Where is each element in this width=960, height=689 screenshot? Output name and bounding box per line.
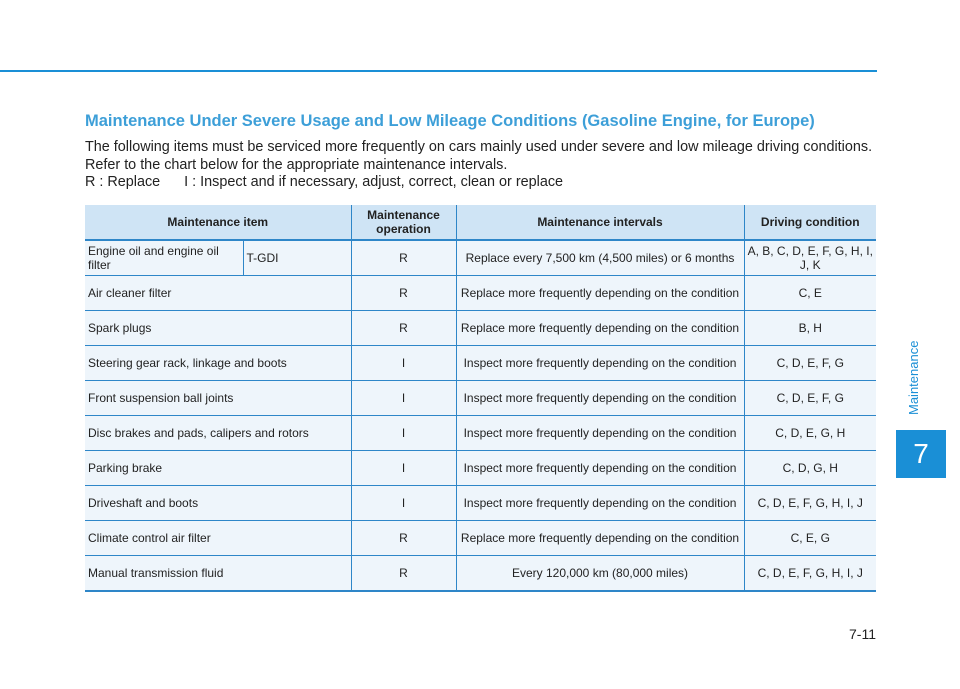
- table-row: [85, 521, 876, 556]
- header-maintenance-item: Maintenance item: [85, 205, 351, 240]
- cell-maintenance-operation: R: [351, 240, 456, 276]
- page-number: 7-11: [849, 626, 876, 642]
- cell-maintenance-operation: I: [351, 451, 456, 486]
- header-maintenance-operation: Maintenance operation: [351, 205, 456, 240]
- cell-maintenance-interval: Inspect more frequently depending on the condition: [456, 486, 744, 521]
- table-row: [85, 311, 876, 346]
- cell-maintenance-item: Driveshaft and boots: [85, 486, 351, 521]
- cell-driving-condition: C, D, E, G, H: [744, 416, 876, 451]
- cell-engine-variant: T-GDI: [243, 240, 351, 276]
- cell-maintenance-interval: Replace every 7,500 km (4,500 miles) or 6 months: [456, 240, 744, 276]
- cell-driving-condition: B, H: [744, 311, 876, 346]
- chapter-tab: 7: [896, 430, 946, 478]
- cell-driving-condition: C, D, E, F, G, H, I, J: [744, 556, 876, 592]
- cell-maintenance-item: Parking brake: [85, 451, 351, 486]
- cell-maintenance-item: Disc brakes and pads, calipers and rotors: [85, 416, 351, 451]
- intro-paragraph: The following items must be serviced more frequently on cars mainly used under severe and low mileage driving conditions. Refer to the chart below for the appropriate maintenance intervals.: [85, 139, 873, 173]
- cell-driving-condition: A, B, C, D, E, F, G, H, I, J, K: [744, 240, 876, 276]
- section-title: Maintenance Under Severe Usage and Low Mileage Conditions (Gasoline Engine, for Europe): [85, 112, 815, 130]
- side-tab-label: Maintenance: [906, 340, 921, 415]
- cell-maintenance-operation: R: [351, 556, 456, 592]
- header-driving-condition: Driving condition: [744, 205, 876, 240]
- legend-text: R : Replace I : Inspect and if necessary, adjust, correct, clean or replace: [85, 174, 564, 190]
- maintenance-table: [85, 205, 876, 592]
- cell-maintenance-operation: I: [351, 486, 456, 521]
- cell-maintenance-item: Climate control air filter: [85, 521, 351, 556]
- cell-maintenance-operation: I: [351, 346, 456, 381]
- cell-driving-condition: C, E, G: [744, 521, 876, 556]
- cell-driving-condition: C, D, E, F, G: [744, 381, 876, 416]
- cell-maintenance-interval: Inspect more frequently depending on the condition: [456, 346, 744, 381]
- table-header-row: [85, 205, 876, 240]
- cell-maintenance-operation: R: [351, 521, 456, 556]
- table-row: [85, 416, 876, 451]
- cell-maintenance-interval: Inspect more frequently depending on the condition: [456, 416, 744, 451]
- cell-maintenance-operation: I: [351, 381, 456, 416]
- cell-driving-condition: C, D, E, F, G, H, I, J: [744, 486, 876, 521]
- table-row: [85, 381, 876, 416]
- table-row: [85, 451, 876, 486]
- table-row: [85, 486, 876, 521]
- cell-maintenance-interval: Inspect more frequently depending on the condition: [456, 381, 744, 416]
- cell-maintenance-operation: R: [351, 276, 456, 311]
- cell-maintenance-item: Front suspension ball joints: [85, 381, 351, 416]
- cell-maintenance-item: Steering gear rack, linkage and boots: [85, 346, 351, 381]
- cell-driving-condition: C, E: [744, 276, 876, 311]
- cell-maintenance-item: Manual transmission fluid: [85, 556, 351, 592]
- cell-maintenance-interval: Replace more frequently depending on the condition: [456, 311, 744, 346]
- cell-maintenance-operation: I: [351, 416, 456, 451]
- top-rule: [0, 70, 877, 72]
- table-row: [85, 276, 876, 311]
- cell-maintenance-item: Engine oil and engine oil filter: [85, 240, 243, 276]
- cell-maintenance-item: Spark plugs: [85, 311, 351, 346]
- cell-maintenance-interval: Every 120,000 km (80,000 miles): [456, 556, 744, 592]
- cell-driving-condition: C, D, G, H: [744, 451, 876, 486]
- cell-maintenance-interval: Replace more frequently depending on the condition: [456, 276, 744, 311]
- cell-maintenance-interval: Inspect more frequently depending on the condition: [456, 451, 744, 486]
- cell-maintenance-item: Air cleaner filter: [85, 276, 351, 311]
- cell-maintenance-operation: R: [351, 311, 456, 346]
- header-maintenance-intervals: Maintenance intervals: [456, 205, 744, 240]
- table-row: [85, 240, 876, 276]
- cell-driving-condition: C, D, E, F, G: [744, 346, 876, 381]
- cell-maintenance-interval: Replace more frequently depending on the condition: [456, 521, 744, 556]
- table-row: [85, 346, 876, 381]
- table-row: [85, 556, 876, 592]
